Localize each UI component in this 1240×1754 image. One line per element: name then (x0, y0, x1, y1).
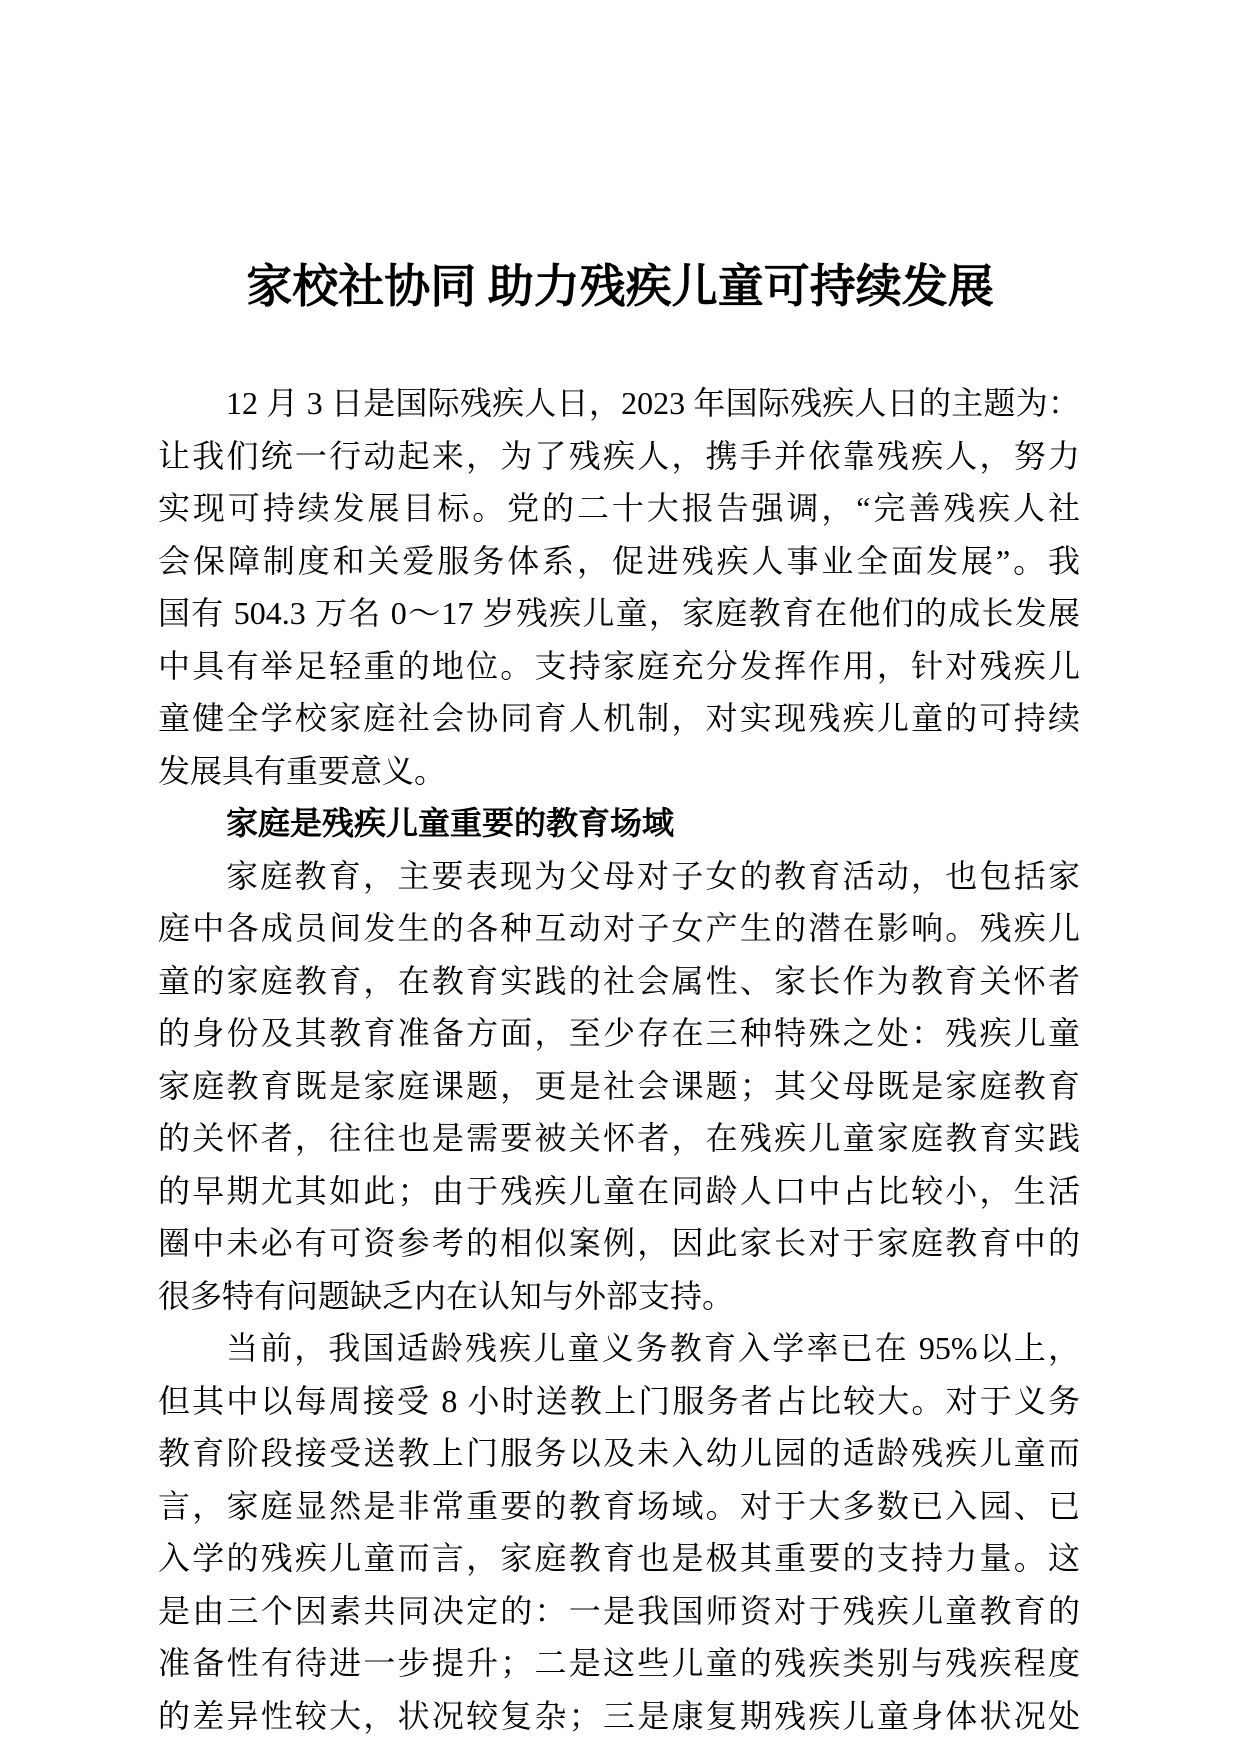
text-line: 让我们统一行动起来，为了残疾人，携手并依靠残疾人，努力 (158, 437, 1080, 474)
text-line: 实现可持续发展目标。党的二十大报告强调，“完善残疾人社 (158, 490, 1080, 526)
text-line: 圈中未必有可资参考的相似案例，因此家长对于家庭教育中的 (158, 1225, 1080, 1261)
text-line: 国有 504.3 万名 0～17 岁残疾儿童，家庭教育在他们的成长发展 (158, 595, 1080, 631)
text-line: 入学的残疾儿童而言，家庭教育也是极其重要的支持力量。这 (158, 1540, 1080, 1576)
text-line: 发展具有重要意义。 (158, 752, 447, 789)
document-title: 家校社协同 助力残疾儿童可持续发展 (246, 261, 994, 312)
document-body (158, 377, 1080, 1742)
text-line: 中具有举足轻重的地位。支持家庭充分发挥作用，针对残疾儿 (158, 647, 1080, 684)
section-paragraph (158, 1322, 1080, 1742)
section-heading: 家庭是残疾儿童重要的教育场域 (226, 804, 675, 842)
text-line: 很多特有问题缺乏内在认知与外部支持。 (158, 1277, 735, 1314)
text-line: 庭中各成员间发生的各种互动对子女产生的潜在影响。残疾儿 (158, 910, 1080, 946)
text-line: 12 月 3 日是国际残疾人日，2023 年国际残疾人日的主题为： (226, 385, 1080, 421)
text-line: 准备性有待进一步提升；二是这些儿童的残疾类别与残疾程度 (158, 1645, 1080, 1681)
text-line: 童的家庭教育，在教育实践的社会属性、家长作为教育关怀者 (158, 962, 1080, 999)
intro-paragraph (158, 377, 1080, 797)
text-line: 教育阶段接受送教上门服务以及未入幼儿园的适龄残疾儿童而 (158, 1435, 1080, 1471)
text-line: 是由三个因素共同决定的：一是我国师资对于残疾儿童教育的 (158, 1592, 1080, 1629)
section-paragraph (158, 850, 1080, 1323)
text-line: 家庭教育既是家庭课题，更是社会课题；其父母既是家庭教育 (158, 1067, 1080, 1104)
text-line: 的关怀者，往往也是需要被关怀者，在残疾儿童家庭教育实践 (158, 1120, 1080, 1156)
text-line: 的差异性较大，状况较复杂；三是康复期残疾儿童身体状况处 (158, 1697, 1080, 1734)
text-line: 童健全学校家庭社会协同育人机制，对实现残疾儿童的可持续 (158, 700, 1080, 736)
text-line: 的身份及其教育准备方面，至少存在三种特殊之处：残疾儿童 (158, 1015, 1080, 1051)
text-line: 家庭教育，主要表现为父母对子女的教育活动，也包括家 (226, 857, 1080, 894)
text-line: 的早期尤其如此；由于残疾儿童在同龄人口中占比较小，生活 (158, 1172, 1080, 1209)
text-line: 但其中以每周接受 8 小时送教上门服务者占比较大。对于义务 (158, 1382, 1080, 1419)
text-line: 言，家庭显然是非常重要的教育场域。对于大多数已入园、已 (158, 1487, 1080, 1524)
text-line: 会保障制度和关爱服务体系，促进残疾人事业全面发展”。我 (158, 542, 1080, 579)
text-line: 当前，我国适龄残疾儿童义务教育入学率已在 95%以上， (226, 1330, 1080, 1366)
